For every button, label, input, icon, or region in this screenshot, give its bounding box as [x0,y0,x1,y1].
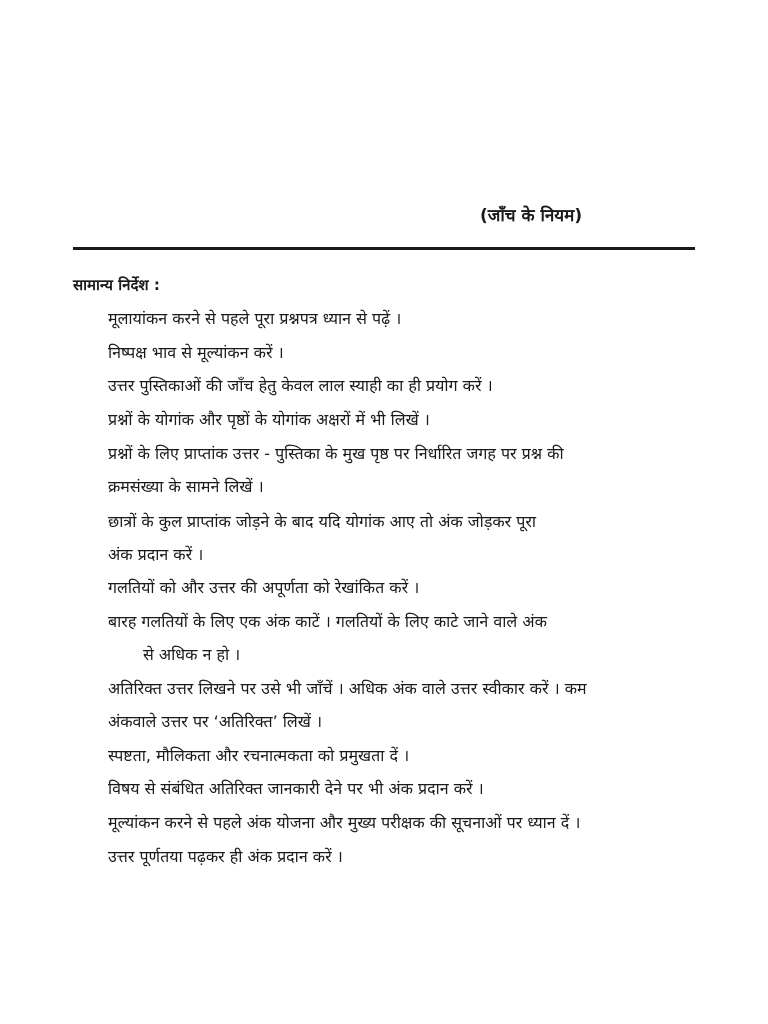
section-heading: सामान्य निर्देश : [73,276,160,294]
instruction-line: निष्पक्ष भाव से मूल्यांकन करें । [108,343,284,362]
instruction-item [108,739,409,772]
instruction-item [108,302,401,335]
instruction-item [108,840,343,873]
instruction-item [108,369,493,402]
instruction-item [108,437,696,503]
instruction-line: अंक प्रदान करें । [108,545,204,564]
instruction-line: प्रश्नों के लिए प्राप्तांक उत्तर - पुस्तिका के मुख पृष्ठ पर निर्धारित जगह पर प्रश्न की [108,444,564,463]
instruction-item [108,806,580,839]
instruction-line: अंकवाले उत्तर पर ‘अतिरिक्त’ लिखें । [108,712,323,731]
instruction-item [108,772,484,805]
instruction-line: बारह गलतियों के लिए एक अंक काटें । गलतियों के लिए काटे जाने वाले अंक [108,612,547,631]
instruction-line: स्पष्टता, मौलिकता और रचनात्मकता को प्रमुखता दें । [108,746,410,765]
instruction-item [108,672,696,738]
page-title: (जाँच के नियम) [480,206,583,226]
horizontal-rule [73,247,695,250]
instruction-line: क्रमसंख्या के सामने लिखें । [108,477,264,496]
instruction-line: उत्तर पूर्णतया पढ़कर ही अंक प्रदान करें । [108,847,343,866]
instruction-item [108,605,696,671]
instruction-line: मूल्यांकन करने से पहले अंक योजना और मुख्य परीक्षक की सूचनाओं पर ध्यान दें । [108,813,581,832]
instruction-line: प्रश्नों के योगांक और पृष्ठों के योगांक अक्षरों में भी लिखें । [108,410,430,429]
instruction-item [108,403,430,436]
instruction-line: उत्तर पुस्तिकाओं की जाँच हेतु केवल लाल स्याही का ही प्रयोग करें । [108,376,493,395]
instruction-item [108,336,284,369]
instruction-item [108,505,696,571]
instruction-line: मूलायांकन करने से पहले पूरा प्रश्नपत्र ध्यान से पढ़ें । [108,309,402,328]
instruction-line: अतिरिक्त उत्तर लिखने पर उसे भी जाँचें । अधिक अंक वाले उत्तर स्वीकार करें । कम [108,679,587,698]
instruction-line: छात्रों के कुल प्राप्तांक जोड़ने के बाद यदि योगांक आए तो अंक जोड़कर पूरा [108,512,537,531]
instruction-item [108,571,419,604]
instruction-line: विषय से संबंधित अतिरिक्त जानकारी देने पर भी अंक प्रदान करें । [108,779,484,798]
instruction-line: से अधिक न हो । [143,645,241,664]
instruction-line: गलतियों को और उत्तर की अपूर्णता को रेखांकित करें । [108,578,420,597]
